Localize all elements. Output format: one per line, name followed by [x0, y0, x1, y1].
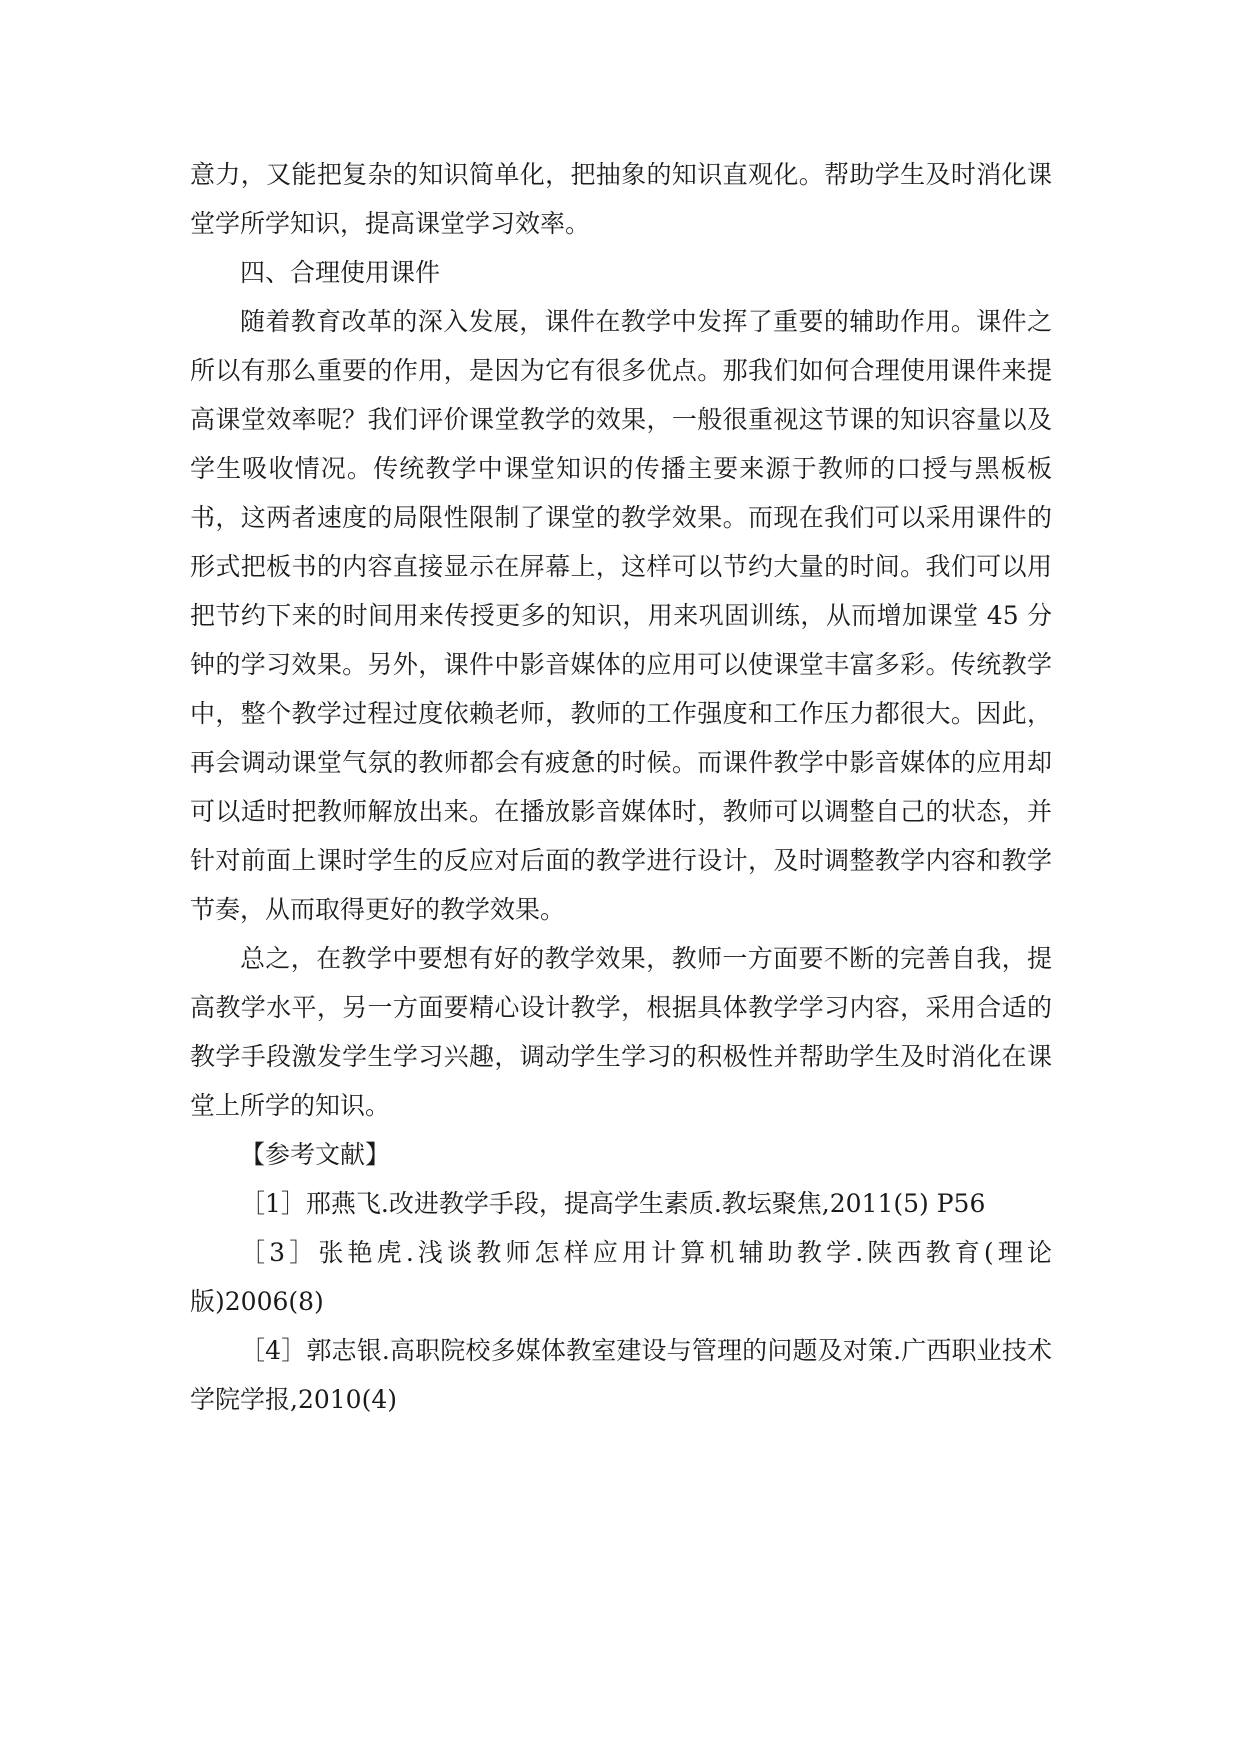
- reference-item: ［3］张艳虎.浅谈教师怎样应用计算机辅助教学.陕西教育(理论版)2006(8): [190, 1238, 1052, 1316]
- paragraph-conclusion: 总之，在教学中要想有好的教学效果，教师一方面要不断的完善自我，提高教学水平，另一方面要精心设计教学，根据具体教学学习内容，采用合适的教学手段激发学生学习兴趣，调动学生学习的积极性并帮助学生及时消化在课堂上所学的知识。: [190, 944, 1052, 1120]
- references-list: [190, 1179, 1052, 1424]
- reference-item: ［1］邢燕飞.改进教学手段，提高学生素质.教坛聚焦,2011(5) P56: [240, 1189, 986, 1218]
- document-page: [190, 150, 1052, 1424]
- reference-item: ［4］郭志银.高职院校多媒体教室建设与管理的问题及对策.广西职业技术学院学报,2010(4): [190, 1336, 1052, 1414]
- references-heading: 【参考文献】: [240, 1140, 391, 1169]
- paragraph-body: 随着教育改革的深入发展，课件在教学中发挥了重要的辅助作用。课件之所以有那么重要的作用，是因为它有很多优点。那我们如何合理使用课件来提高课堂效率呢？我们评价课堂教学的效果，一般很重视这节课的知识容量以及学生吸收情况。传统教学中课堂知识的传播主要来源于教师的口授与黑板板书，这两者速度的局限性限制了课堂的教学效果。而现在我们可以采用课件的形式把板书的内容直接显示在屏幕上，这样可以节约大量的时间。我们可以用把节约下来的时间用来传授更多的知识，用来巩固训练，从而增加课堂 45 分钟的学习效果。另外，课件中影音媒体的应用可以使课堂丰富多彩。传统教学中，整个教学过程过度依赖老师，教师的工作强度和工作压力都很大。因此，再会调动课堂气氛的教师都会有疲惫的时候。而课件教学中影音媒体的应用却可以适时把教师解放出来。在播放影音媒体时，教师可以调整自己的状态，并针对前面上课时学生的反应对后面的教学进行设计，及时调整教学内容和教学节奏，从而取得更好的教学效果。: [190, 307, 1052, 924]
- paragraph-continued: 意力，又能把复杂的知识简单化，把抽象的知识直观化。帮助学生及时消化课堂学所学知识，提高课堂学习效率。: [190, 160, 1052, 238]
- section-heading: 四、合理使用课件: [240, 258, 441, 287]
